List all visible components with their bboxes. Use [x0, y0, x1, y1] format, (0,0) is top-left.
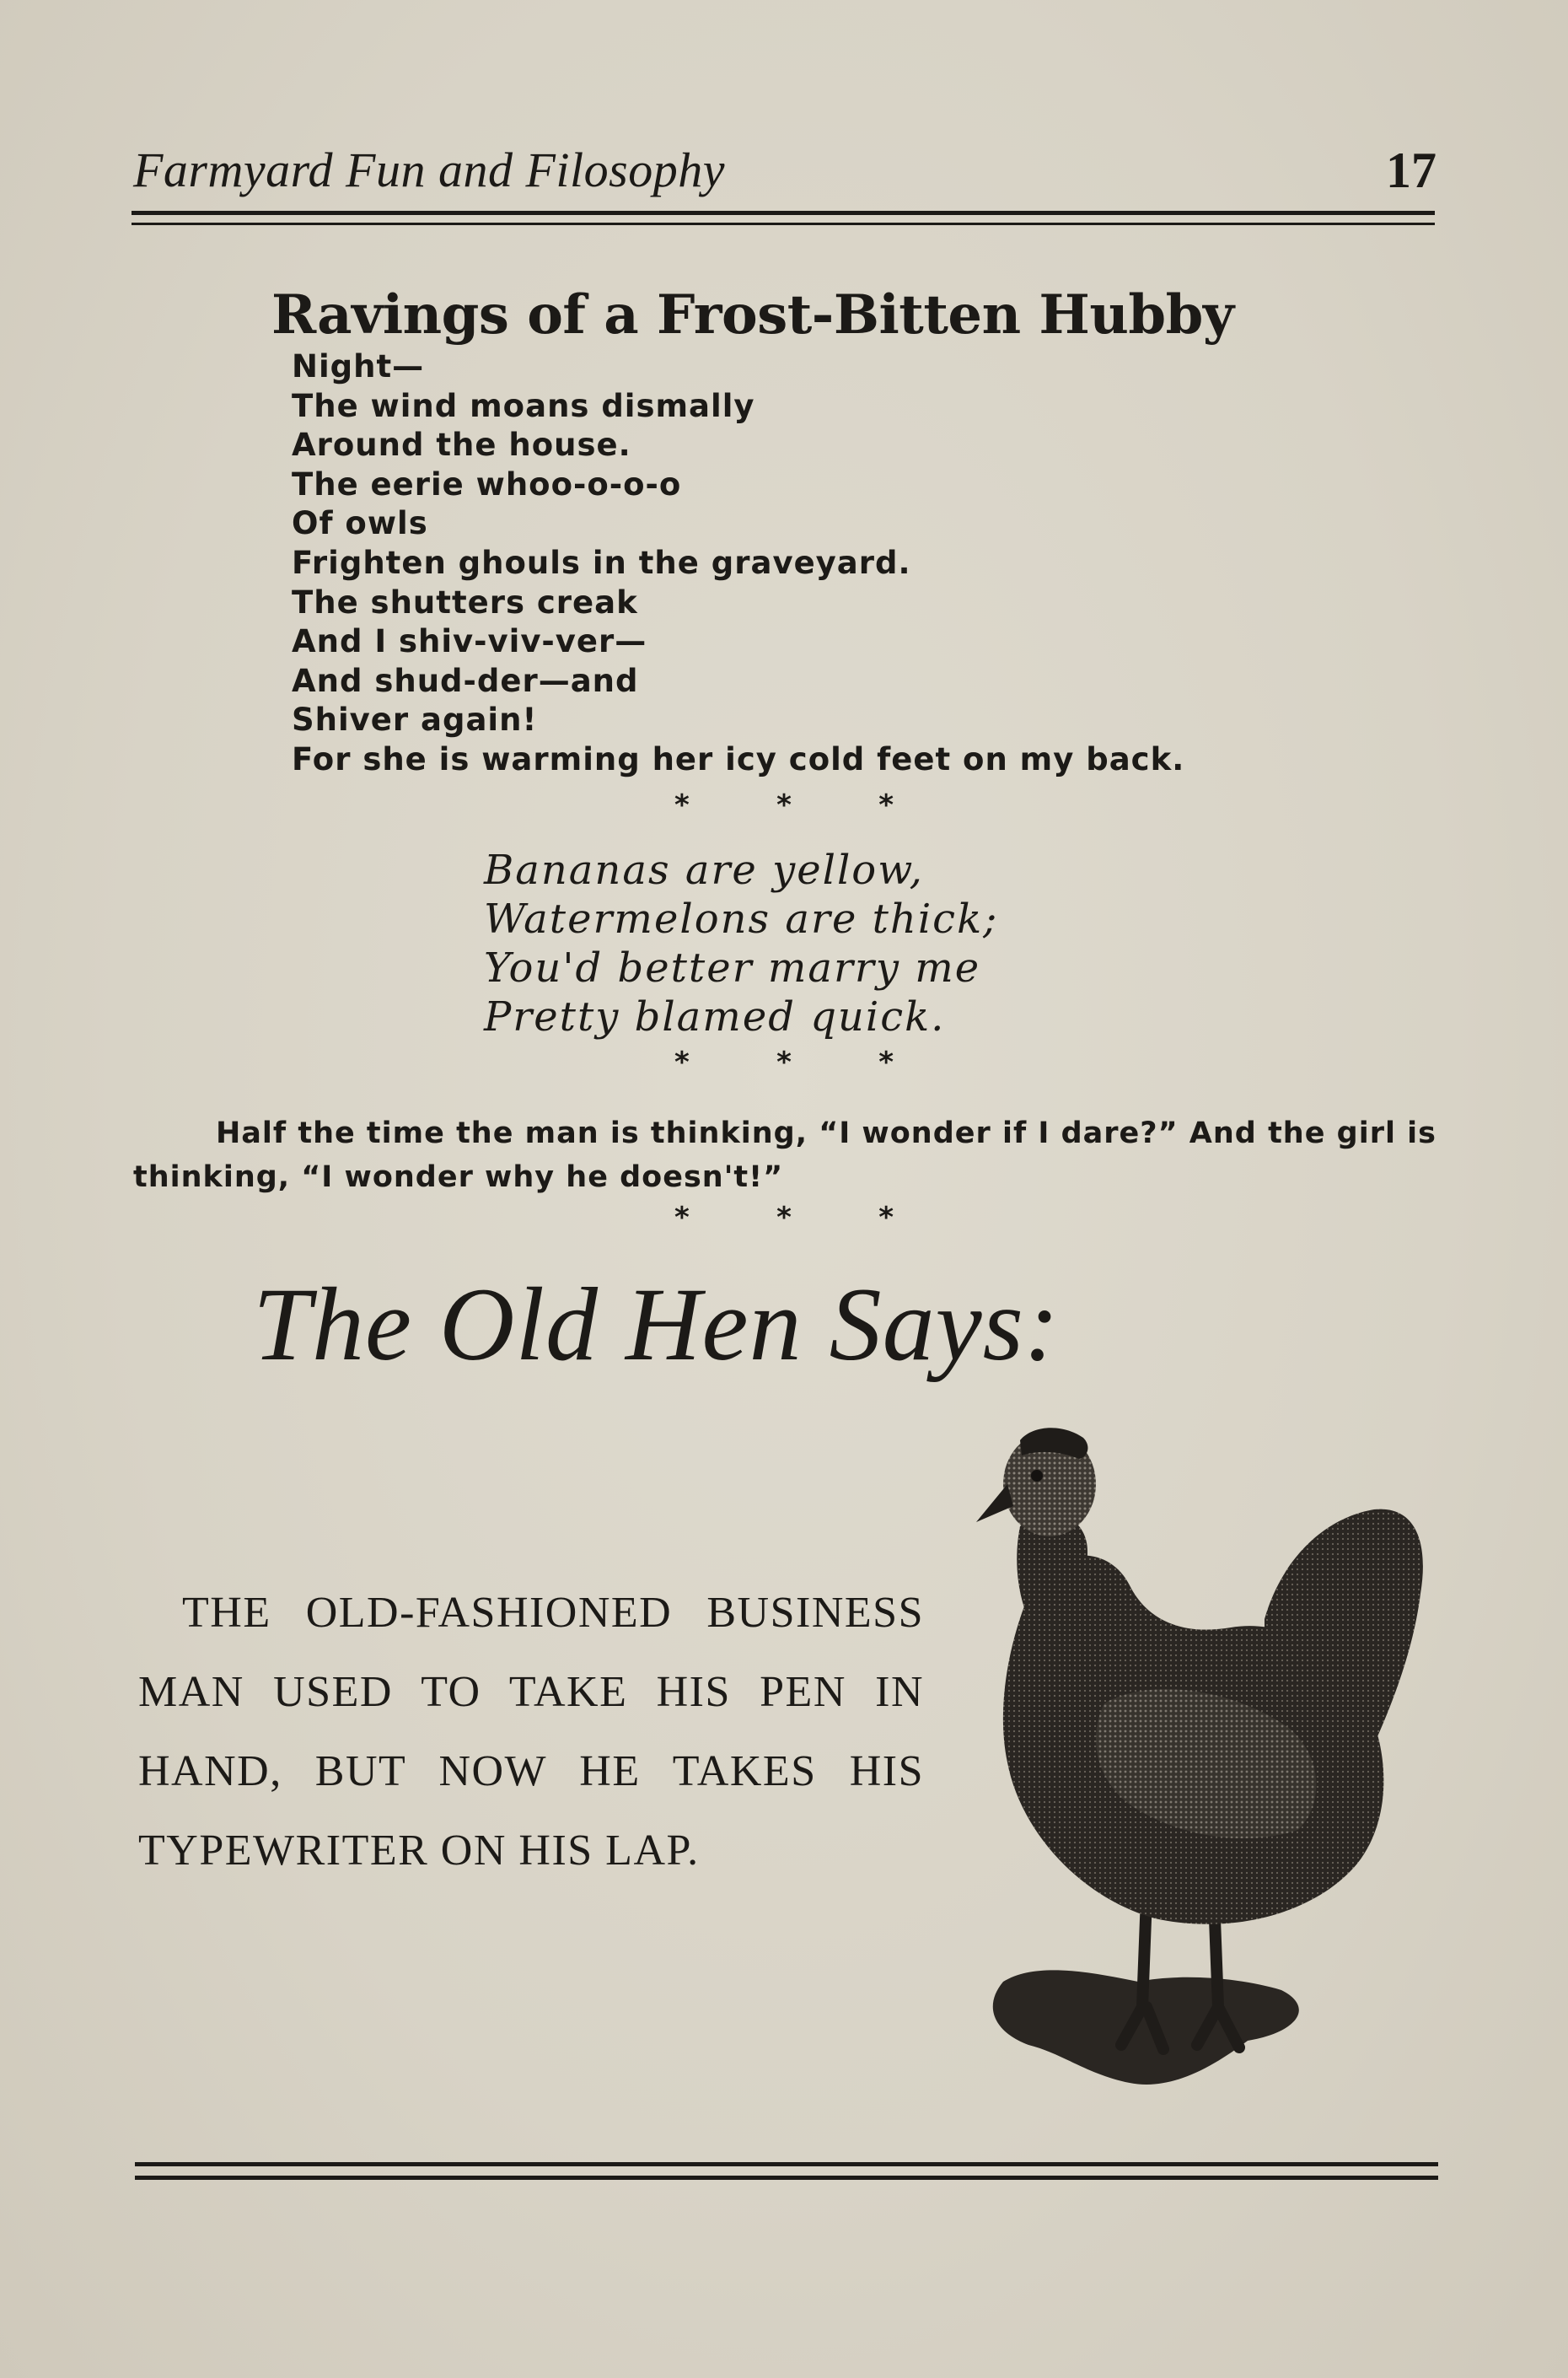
asterisk: * — [878, 1046, 894, 1079]
hen-saying: THE OLD-FASHIONED BUSINESS MAN USED TO TAKE HIS PEN IN HAND, BUT NOW HE TAKES HIS TYPEWRITER ON HIS LAP. — [138, 1589, 924, 1875]
poem-line: The eerie whoo-o-o-o — [292, 465, 682, 503]
poem-line: Frighten ghouls in the graveyard. — [292, 544, 911, 581]
page-number: 17 — [1386, 143, 1436, 198]
running-title: Farmyard Fun and Filosophy — [133, 143, 725, 197]
asterisk: * — [776, 1046, 792, 1079]
poem-line: The wind moans dismally — [292, 387, 755, 424]
asterisk: * — [878, 1201, 894, 1235]
verse-line: Pretty blamed quick. — [484, 993, 946, 1041]
hen-heading: The Old Hen Says: — [253, 1267, 1061, 1382]
asterisk: * — [674, 788, 690, 822]
asterism-separator — [674, 1046, 894, 1079]
asterism-separator — [674, 788, 894, 822]
asterisk: * — [776, 788, 792, 822]
asterisk: * — [776, 1201, 792, 1235]
poem-line: Night— — [292, 348, 425, 385]
poem-line: Of owls — [292, 505, 428, 542]
poem-line: And shud-der—and — [292, 662, 639, 699]
footer-rule-top — [135, 2162, 1438, 2166]
poem-line: And I shiv-viv-ver— — [292, 623, 647, 660]
verse-line: Bananas are yellow, — [484, 847, 924, 894]
asterisk: * — [878, 788, 894, 822]
asterism-separator — [674, 1201, 894, 1235]
poem-line: Around the house. — [292, 427, 631, 464]
poem-title: Ravings of a Frost-Bitten Hubby — [271, 283, 1234, 347]
poem-line: Shiver again! — [292, 702, 538, 739]
verse-line: Watermelons are thick; — [484, 896, 999, 943]
poem-body — [292, 347, 1184, 780]
poem-line: The shutters creak — [292, 584, 638, 621]
hen-illustration — [961, 1425, 1433, 2117]
verse-body — [484, 846, 998, 1041]
hen-beak — [976, 1484, 1013, 1522]
asterisk: * — [674, 1201, 690, 1235]
verse-line: You'd better marry me — [484, 944, 981, 992]
header-rule-top — [132, 211, 1435, 215]
hen-eye — [1031, 1470, 1043, 1482]
header-rule-bottom — [132, 223, 1435, 225]
footer-rule-bottom — [135, 2176, 1438, 2180]
asterisk: * — [674, 1046, 690, 1079]
quip-paragraph: Half the time the man is thinking, “I wonder if I dare?” And the girl is thinking, “I wonder why he doesn't!” — [133, 1116, 1436, 1194]
poem-line: For she is warming her icy cold feet on my back. — [292, 740, 1185, 777]
